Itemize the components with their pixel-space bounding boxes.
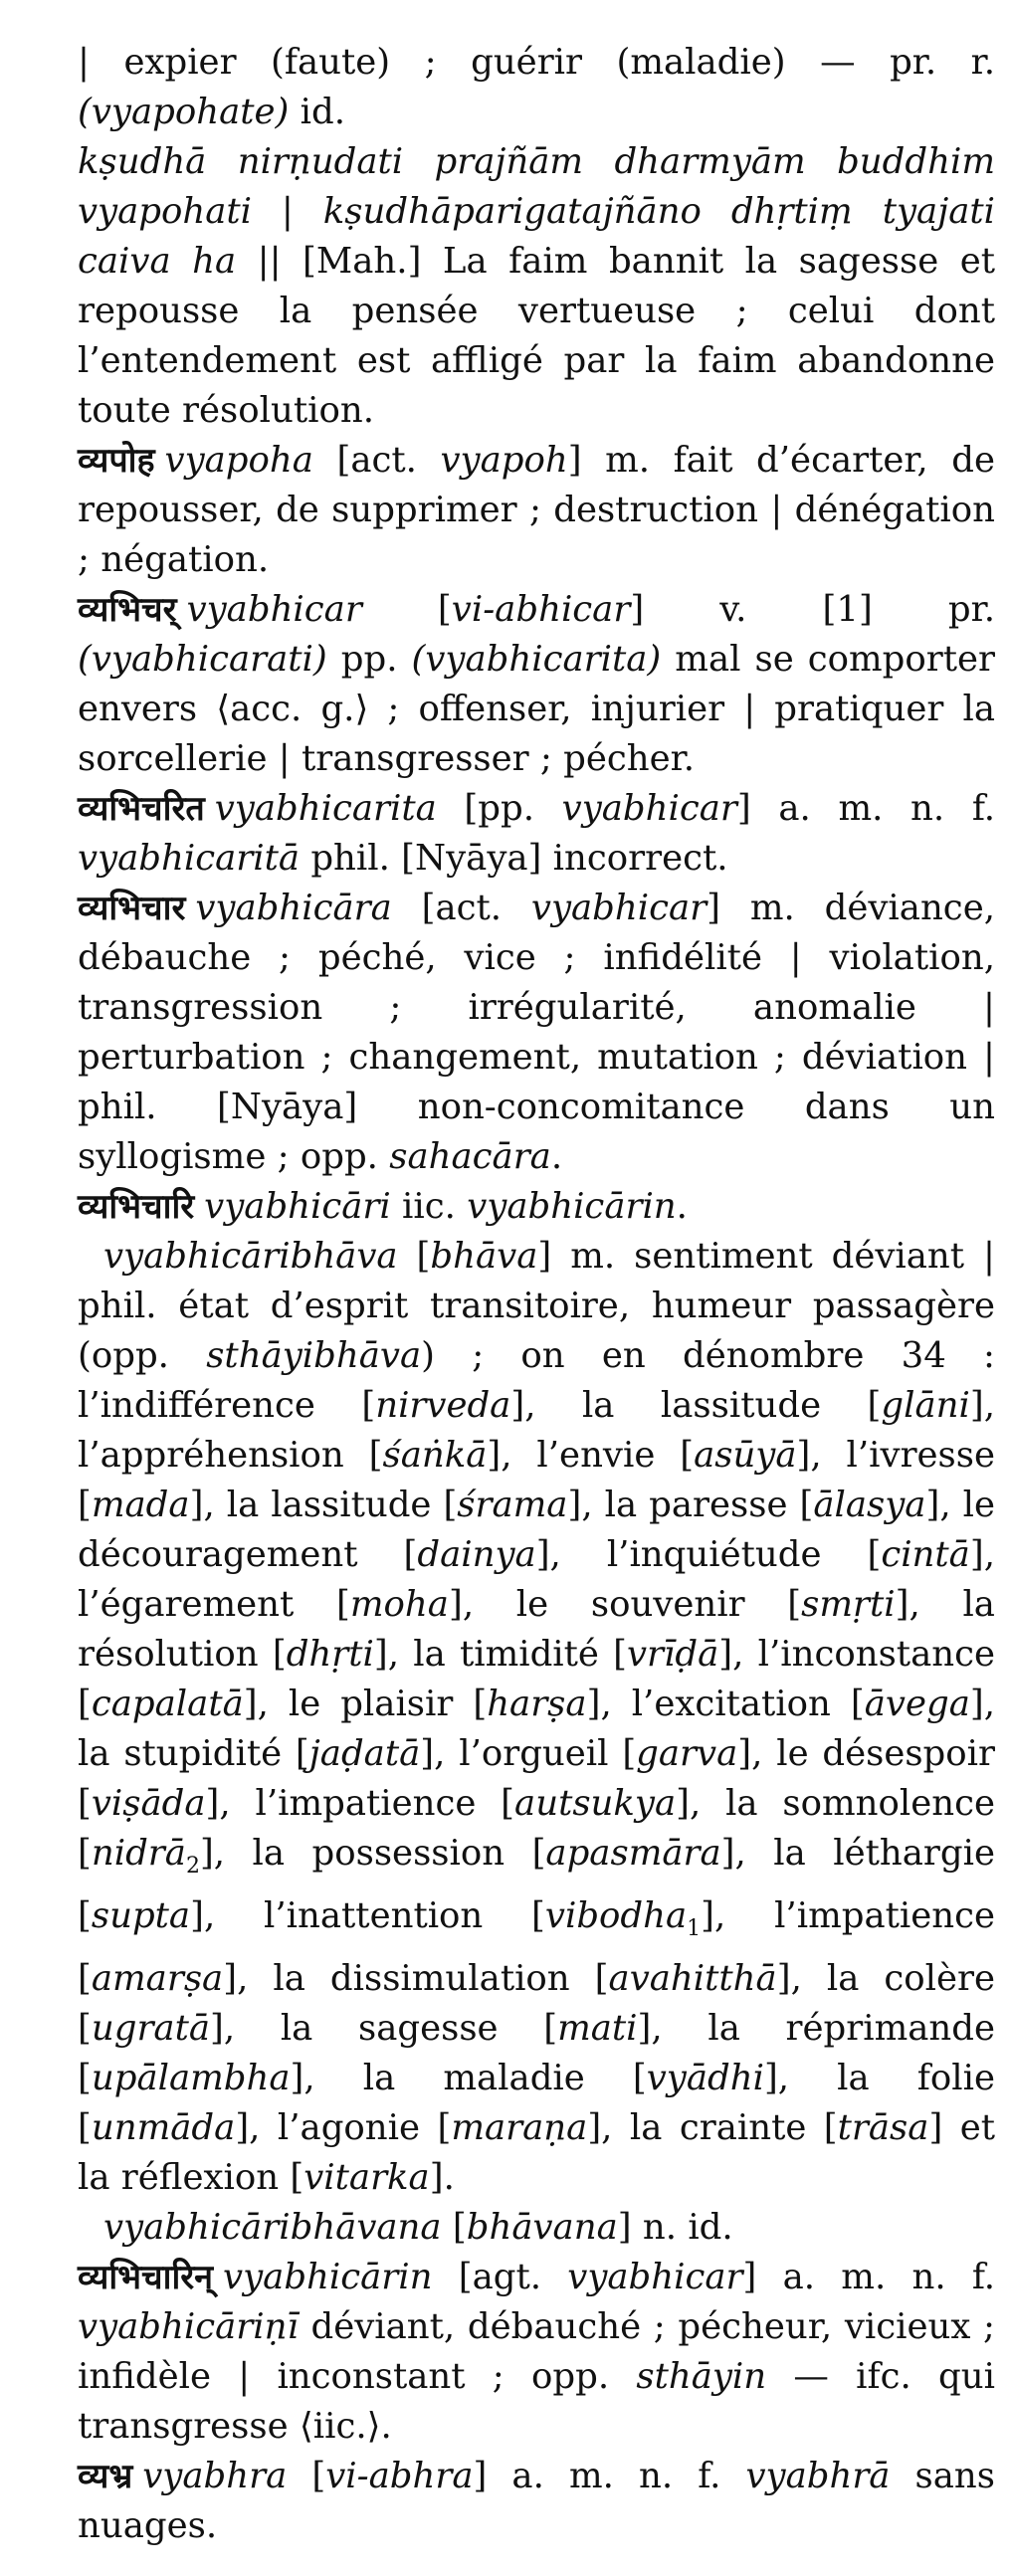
bhava-item-sanskrit: garva <box>636 1733 738 1774</box>
participle-form: (vyabhicarita) <box>411 639 662 680</box>
bhava-item: l’ivresse [mada] <box>78 1435 996 1525</box>
headword: vyabhicāri <box>204 1186 391 1227</box>
opposite-term: sthāyibhāva <box>206 1335 422 1376</box>
bhava-item-sanskrit: cintā <box>881 1534 970 1575</box>
bhava-item: le découragement [dainya] <box>78 1485 995 1575</box>
bhava-item: la colère [ugratā] <box>78 1958 995 2050</box>
etymology-ref: vyapoh <box>440 440 568 481</box>
bhava-item: le plaisir [harṣa] <box>288 1684 601 1724</box>
entry-vyabhicarita <box>78 784 995 884</box>
headword: vyabhicāra <box>195 888 392 928</box>
bhava-item-french: la colère <box>826 1958 995 2000</box>
bhava-item-sanskrit: capalatā <box>91 1684 244 1724</box>
bhava-item-sanskrit: śaṅkā <box>382 1435 488 1476</box>
sanskrit-quote: kṣudhā nirṇudati prajñām dharmyām buddhim vyapohati | kṣudhāparigatajñāno dhṛtiṃ tyajati caiva ha || <box>78 141 995 282</box>
entry-text: iic. <box>390 1186 468 1227</box>
entry-text: — ifc. qui transgresse ⟨iic.⟩. <box>78 2356 995 2448</box>
bhava-item-french: l’ivresse <box>846 1435 996 1476</box>
bhava-item: la lassitude [glāni] <box>581 1385 984 1426</box>
bhava-item-sanskrit: vitarka <box>303 2157 430 2199</box>
entry-text: [act. <box>391 888 531 928</box>
quote-translation: [Mah.] La faim bannit la sagesse et repousse la pensée vertueuse ; celui dont l’entendement est affligé par la faim abandonne toute résolution. <box>78 241 995 431</box>
bhava-item-sanskrit: glāni <box>881 1385 970 1426</box>
devanagari-headword: व्यभिचारि <box>78 1187 195 1227</box>
bhava-item-sanskrit: dhṛti <box>286 1634 374 1675</box>
bhava-item-french: la résolution <box>78 1584 995 1675</box>
bhava-item-french: l’appréhension <box>78 1435 344 1476</box>
bhava-item-french: la possession <box>252 1833 505 1874</box>
bhava-item: la stupidité [jaḍatā] <box>78 1733 435 1774</box>
definition: ] m. fait d’écarter, de repousser, de supprimer ; destruction | dénégation ; négation. <box>78 440 995 580</box>
bhava-item-sanskrit: śrama <box>457 1485 568 1525</box>
sub-headword: vyabhicāribhāvana <box>103 2207 442 2249</box>
bhava-item-french: l’inattention <box>264 1895 484 1937</box>
bhava-item-french: l’inconstance <box>757 1634 995 1675</box>
bhava-list: l’indifférence [nirveda], la lassitude [glāni], l’appréhension [śaṅkā], l’envie [asūyā], l’ivresse [mada], la lassitude [śrama], la paresse [ālasya], le découragement [dainya], l’inquiétude [cintā], l’égarement [moha], le souvenir [smṛti], la résolution [dhṛti], la timidité [vrīḍā], l’inconstance [capalatā], le plaisir [harṣa], l’excitation [āvega], la stupidité [jaḍatā], l’orgueil [garva], le désespoir [viṣāda], l’impatience [autsukya], la somnolence [nidrā$_2$], la possession [apasmāra], la léthargie [supta], l’inattention [vibodha$_1$], l’impatience [amarṣa], la dissimulation [avahitthā], la colère [ugratā], la sagesse [mati], la réprimande [upālambha], la maladie [vyādhi], la folie [unmāda], l’agonie [maraṇa], la crainte [trāsa] et la réflexion [vitarka] <box>78 1385 996 2199</box>
entry-vyabhicarin <box>78 2253 995 2452</box>
bhava-item-sanskrit: mada <box>91 1485 190 1525</box>
bhava-item: l’égarement [moha] <box>78 1584 463 1625</box>
entry-text: [act. <box>312 440 441 481</box>
bhava-item-french: l’orgueil <box>459 1733 609 1774</box>
headword: vyapoha <box>164 440 313 481</box>
bhava-item-french: la crainte <box>629 2107 807 2149</box>
bhava-item-french: la léthargie <box>773 1833 995 1874</box>
homonym-index: 1 <box>687 1916 702 1942</box>
subentry-vyabhicaribhava: vyabhicāribhāva [bhāva] m. sentiment déviant | phil. état d’esprit transitoire, humeur passagère (opp. sthāyibhāva) ; on en dénombre 34 : l’indifférence [nirveda], la lassitude [glāni], l’appréhension [śaṅkā], l’envie [asūyā], l’ivresse [mada], la lassitude [śrama], la paresse [ālasya], le découragement [dainya], l’inquiétude [cintā], l’égarement [moha], le souvenir [smṛti], la résolution [dhṛti], la timidité [vrīḍā], l’inconstance [capalatā], le plaisir [harṣa], l’excitation [āvega], la stupidité [jaḍatā], l’orgueil [garva], le désespoir [viṣāda], l’impatience [autsukya], la somnolence [nidrā$_2$], la possession [apasmāra], la léthargie [supta], l’inattention [vibodha$_1$], l’impatience [amarṣa], la dissimulation [avahitthā], la colère [ugratā], la sagesse [mati], la réprimande [upālambha], la maladie [vyādhi], la folie [unmāda], l’agonie [maraṇa], la crainte [trāsa] et la réflexion [vitarka]. <box>78 1236 996 2199</box>
bhava-item-french: la stupidité <box>78 1733 283 1774</box>
headword: vyabhicarita <box>214 788 437 829</box>
entry-vyabhicari <box>78 1182 995 1232</box>
definition: ] m. sentiment déviant | phil. état d’esprit transitoire, humeur passagère (opp. <box>78 1236 995 1376</box>
bhava-item: la crainte [trāsa] <box>629 2107 943 2149</box>
bhava-item-french: l’indifférence <box>78 1385 315 1426</box>
bhava-item-french: la folie <box>837 2058 995 2099</box>
subentry-vyabhicaribhavana: vyabhicāribhāvana [bhāvana] n. id. <box>103 2207 733 2249</box>
entry-continuation <box>78 38 995 436</box>
definition: phil. [Nyāya] incorrect. <box>300 838 728 879</box>
bhava-item-sanskrit: viṣāda <box>91 1783 206 1824</box>
bhava-item-sanskrit: vyādhi <box>646 2058 764 2099</box>
bhava-item: la somnolence [nidrā$_2$] <box>78 1783 995 1880</box>
headword: vyabhicārin <box>223 2257 433 2298</box>
etymology-ref: bhāva <box>430 1236 538 1277</box>
bhava-item-french: le désespoir <box>776 1733 995 1774</box>
bhava-item-sanskrit: avahitthā <box>608 1958 777 2000</box>
bhava-item-sanskrit: smṛti <box>801 1584 896 1625</box>
bhava-item-sanskrit: āvega <box>864 1684 970 1724</box>
entry-vyabhicar <box>78 585 995 784</box>
devanagari-headword: व्यभिचारिन् <box>78 2258 214 2298</box>
bhava-item: la folie [unmāda] <box>78 2058 995 2149</box>
bhava-item: la possession [apasmāra] <box>252 1833 735 1874</box>
bhava-item-french: le découragement <box>78 1485 995 1575</box>
etymology-ref: vi-abhicar <box>451 589 631 630</box>
present-form: (vyabhicarati) <box>78 639 327 680</box>
definition: sans nuages. <box>78 2456 995 2547</box>
bhava-item-sanskrit: mati <box>557 2008 638 2050</box>
bhava-item-french: l’envie <box>536 1435 656 1476</box>
opposite-term: sthāyin <box>636 2356 767 2398</box>
bhava-item-french: la réflexion <box>78 2157 280 2199</box>
devanagari-headword: व्यभिचार <box>78 889 186 928</box>
bhava-item-sanskrit: unmāda <box>91 2107 236 2149</box>
bhava-item: la sagesse [mati] <box>280 2008 652 2050</box>
etymology-ref: vyabhicar <box>561 788 737 829</box>
bhava-item-sanskrit: amarṣa <box>91 1958 224 2000</box>
dictionary-page <box>78 38 995 2551</box>
bhava-item: le désespoir [viṣāda] <box>78 1733 995 1824</box>
bhava-item: l’agonie [maraṇa] <box>277 2107 602 2149</box>
continuation-text-end: id. <box>289 92 346 132</box>
bhava-item: l’indifférence [nirveda] <box>78 1385 525 1426</box>
bhava-item-french: la dissimulation <box>273 1958 570 2000</box>
bhava-item-french: l’impatience <box>774 1895 996 1937</box>
entry-text: pp. <box>326 639 412 680</box>
bhava-item: la lassitude [śrama] <box>226 1485 582 1525</box>
bhava-item-sanskrit: moha <box>349 1584 449 1625</box>
bhava-item-sanskrit: upālambha <box>91 2058 291 2099</box>
etymology-ref: vi-abhra <box>325 2456 474 2497</box>
bhava-item-french: la timidité <box>413 1634 599 1675</box>
bhava-item-french: l’excitation <box>631 1684 831 1724</box>
bhava-item: l’impatience [autsukya] <box>255 1783 691 1824</box>
devanagari-headword: व्यभिचरित <box>78 789 205 829</box>
bhava-item: l’excitation [āvega] <box>631 1684 984 1724</box>
etymology-ref: vyabhicar <box>567 2257 743 2298</box>
bhava-item-sanskrit: nidrā <box>91 1833 186 1874</box>
entry-text: ] a. m. n. f. <box>742 2257 995 2298</box>
bhava-item: la paresse [ālasya] <box>604 1485 940 1525</box>
definition: ] m. déviance, débauche ; péché, vice ; infidélité | violation, transgression ; irrégularité, anomalie | perturbation ; changement, mutation ; déviation | phil. [Nyāya] non-concomitance dans un syllogisme ; opp. <box>78 888 995 1177</box>
bhava-item: la résolution [dhṛti] <box>78 1584 995 1675</box>
bhava-item-sanskrit: jaḍatā <box>308 1733 421 1774</box>
headword: vyabhra <box>142 2456 288 2497</box>
bhava-item: la dissimulation [avahitthā] <box>273 1958 791 2000</box>
bhava-item: l’inconstance [capalatā] <box>78 1634 995 1724</box>
entry-text: ] a. m. n. f. <box>473 2456 746 2497</box>
bhava-item: la réflexion [vitarka] <box>78 2157 444 2199</box>
bhava-item-sanskrit: supta <box>91 1895 191 1937</box>
entry-text: [ <box>287 2456 326 2497</box>
bhava-item-sanskrit: nirveda <box>375 1385 511 1426</box>
bhava-item: l’appréhension [śaṅkā] <box>78 1435 502 1476</box>
headword: vyabhicar <box>186 589 362 630</box>
devanagari-headword: व्यपोह <box>78 441 155 481</box>
bhava-item-sanskrit: harṣa <box>487 1684 587 1724</box>
bhava-item: l’inquiétude [cintā] <box>606 1534 984 1575</box>
bhava-item: l’impatience [amarṣa] <box>78 1895 996 2000</box>
bhava-item-sanskrit: trāsa <box>837 2107 929 2149</box>
definition: déviant, débauché ; pécheur, vicieux ; infidèle | inconstant ; opp. <box>78 2306 995 2398</box>
bhava-item-sanskrit: ugratā <box>91 2008 211 2050</box>
bhava-item-french: l’impatience <box>255 1783 477 1824</box>
sub-headword: vyabhicāribhāva <box>103 1236 398 1277</box>
bhava-item: la maladie [vyādhi] <box>362 2058 778 2099</box>
bhava-item-french: la lassitude <box>581 1385 822 1426</box>
entry-text: [pp. <box>436 788 562 829</box>
feminine-form: vyabhicaritā <box>78 838 301 879</box>
entry-text: ] a. m. n. f. <box>736 788 995 829</box>
entry-text: [ <box>361 589 452 630</box>
bhava-item: l’orgueil [garva] <box>459 1733 752 1774</box>
bhava-item: la réprimande [upālambha] <box>78 2008 995 2099</box>
bhava-item-french: la lassitude <box>226 1485 432 1525</box>
present-form: (vyapohate) <box>78 92 290 132</box>
bhava-item: le souvenir [smṛti] <box>515 1584 909 1625</box>
bhava-item-sanskrit: apasmāra <box>545 1833 721 1874</box>
entry-text: . <box>550 1136 563 1177</box>
entry-vyabhra <box>78 2452 995 2551</box>
bhava-item-french: l’agonie <box>277 2107 421 2149</box>
bhava-item-sanskrit: dainya <box>417 1534 536 1575</box>
entry-text: [agt. <box>432 2257 568 2298</box>
bhava-item-french: la somnolence <box>725 1783 995 1824</box>
bhava-item-sanskrit: autsukya <box>514 1783 677 1824</box>
bhava-item-sanskrit: vibodha <box>544 1895 688 1937</box>
bhava-item-sanskrit: vrīḍā <box>626 1634 719 1675</box>
bhava-item-french: le souvenir <box>515 1584 745 1625</box>
bhava-item: l’envie [asūyā] <box>536 1435 811 1476</box>
bhava-item-sanskrit: ālasya <box>813 1485 926 1525</box>
entry-text: ] v. [1] pr. <box>630 589 995 630</box>
bhava-item: la timidité [vrīḍā] <box>413 1634 733 1675</box>
bhava-item-french: le plaisir <box>288 1684 454 1724</box>
etymology-ref: vyabhicārin <box>467 1186 677 1227</box>
devanagari-headword: व्यभ्र <box>78 2457 133 2497</box>
enumeration-intro: ) ; on en dénombre 34 : <box>421 1335 995 1376</box>
entry-vyapoha <box>78 436 995 585</box>
bhava-item: la léthargie [supta] <box>78 1833 995 1937</box>
continuation-text: | expier (faute) ; guérir (maladie) — pr. r. <box>78 42 995 83</box>
bhava-item-french: l’égarement <box>78 1584 295 1625</box>
bhava-item-french: la sagesse <box>280 2008 499 2050</box>
bhava-item-french: la maladie <box>362 2058 585 2099</box>
opposite-term: sahacāra <box>389 1136 551 1177</box>
homonym-index: 2 <box>185 1854 200 1880</box>
bhava-item-sanskrit: maraṇa <box>451 2107 588 2149</box>
bhava-item-french: la paresse <box>604 1485 788 1525</box>
etymology-ref: bhāvana <box>466 2207 618 2249</box>
bhava-item-french: l’inquiétude <box>606 1534 822 1575</box>
devanagari-headword: व्यभिचर् <box>78 590 177 630</box>
bhava-item-sanskrit: asūyā <box>694 1435 797 1476</box>
feminine-form: vyabhicāriṇī <box>78 2306 299 2348</box>
feminine-form: vyabhrā <box>745 2456 891 2497</box>
bhava-item-french: la réprimande <box>707 2008 995 2050</box>
definition: mal se comporter envers ⟨acc. g.⟩ ; offenser, injurier | pratiquer la sorcellerie | transgresser ; pécher. <box>78 639 995 779</box>
entry-text: . <box>676 1186 688 1227</box>
bhava-item: l’inattention [vibodha$_1$] <box>264 1895 715 1942</box>
definition: ] n. id. <box>617 2207 733 2249</box>
entry-vyabhicara <box>78 884 995 1182</box>
etymology-ref: vyabhicar <box>530 888 707 928</box>
